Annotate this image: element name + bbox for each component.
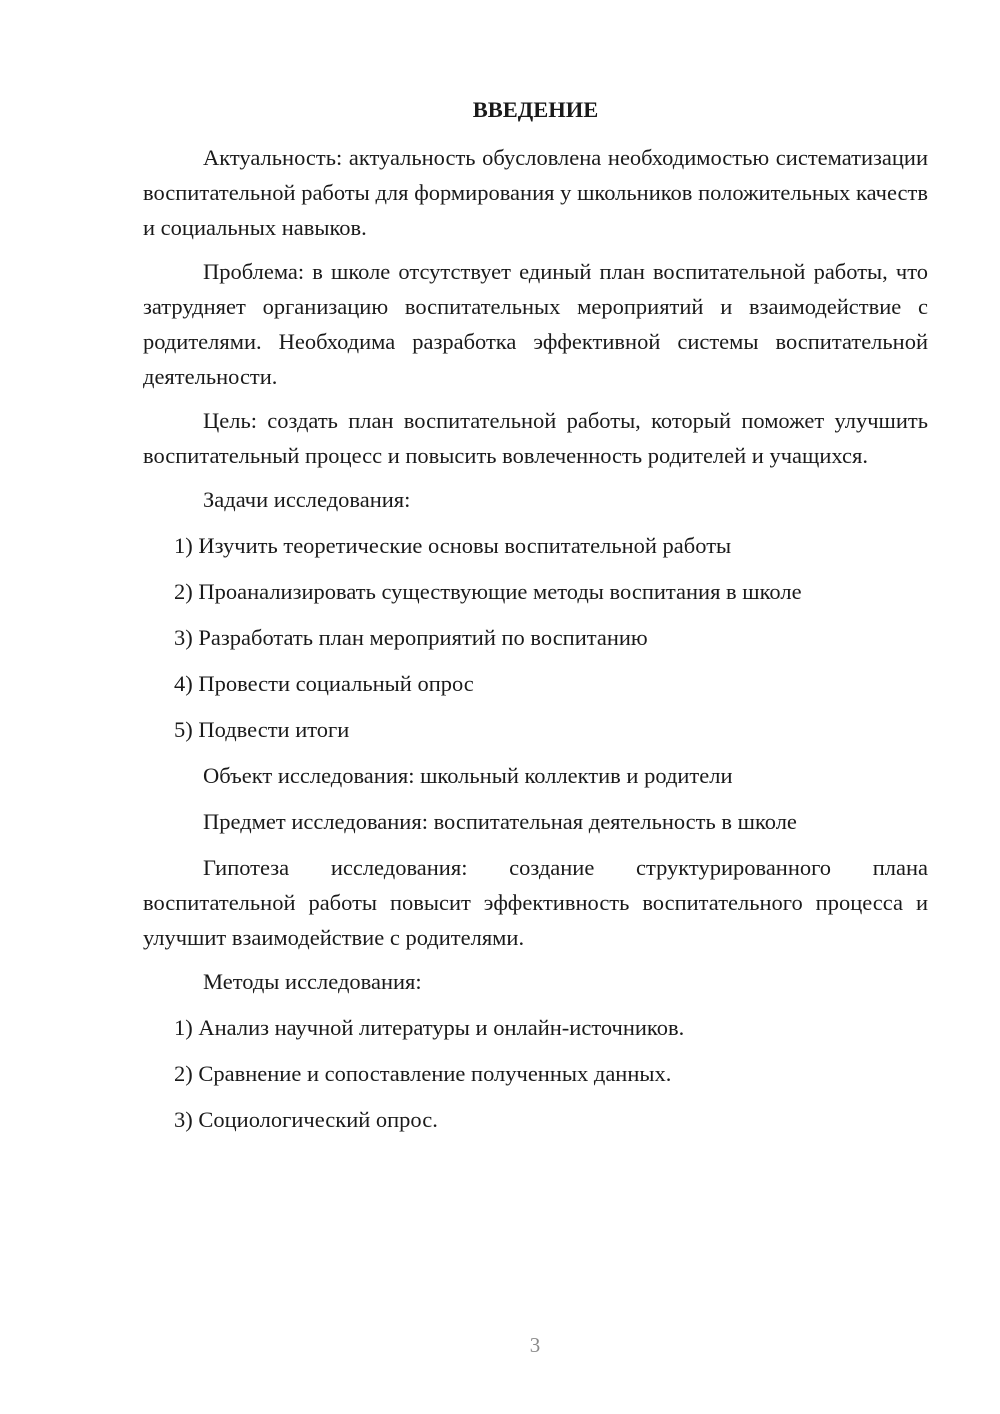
list-item: 5) Подвести итоги: [174, 717, 350, 742]
document-page: [143, 92, 928, 1148]
tasks-list: [143, 528, 928, 747]
list-item: 1) Анализ научной литературы и онлайн-источников.: [174, 1015, 685, 1040]
methods-list: [143, 1010, 928, 1137]
list-item: 2) Сравнение и сопоставление полученных данных.: [174, 1061, 672, 1086]
page-number: 3: [529, 1333, 541, 1357]
subject-line: Предмет исследования: воспитательная деятельность в школе: [203, 809, 797, 834]
hypothesis-paragraph: Гипотеза исследования: создание структурированного плана воспитательной работы повысит эффективность воспитательного процесса и улучшит взаимодействие с родителями.: [143, 855, 928, 950]
relevance-paragraph: Актуальность: актуальность обусловлена необходимостью систематизации воспитательной работы для формирования у школьников положительных качеств и социальных навыков.: [143, 145, 928, 240]
list-item: 4) Провести социальный опрос: [174, 671, 474, 696]
list-item: 3) Социологический опрос.: [174, 1107, 438, 1132]
goal-paragraph: Цель: создать план воспитательной работы, который поможет улучшить воспитательный процесс и повысить вовлеченность родителей и учащихся.: [143, 408, 928, 468]
problem-paragraph: Проблема: в школе отсутствует единый план воспитательной работы, что затрудняет организацию воспитательных мероприятий и взаимодействие с родителями. Необходима разработка эффективной системы воспитательной деятельности.: [143, 259, 928, 389]
list-item: 2) Проанализировать существующие методы воспитания в школе: [174, 579, 802, 604]
methods-label: Методы исследования:: [203, 969, 422, 994]
object-line: Объект исследования: школьный коллектив и родители: [203, 763, 733, 788]
list-item: 1) Изучить теоретические основы воспитательной работы: [174, 533, 732, 558]
list-item: 3) Разработать план мероприятий по воспитанию: [174, 625, 648, 650]
page-title: ВВЕДЕНИЕ: [472, 97, 599, 122]
tasks-label: Задачи исследования:: [203, 487, 411, 512]
